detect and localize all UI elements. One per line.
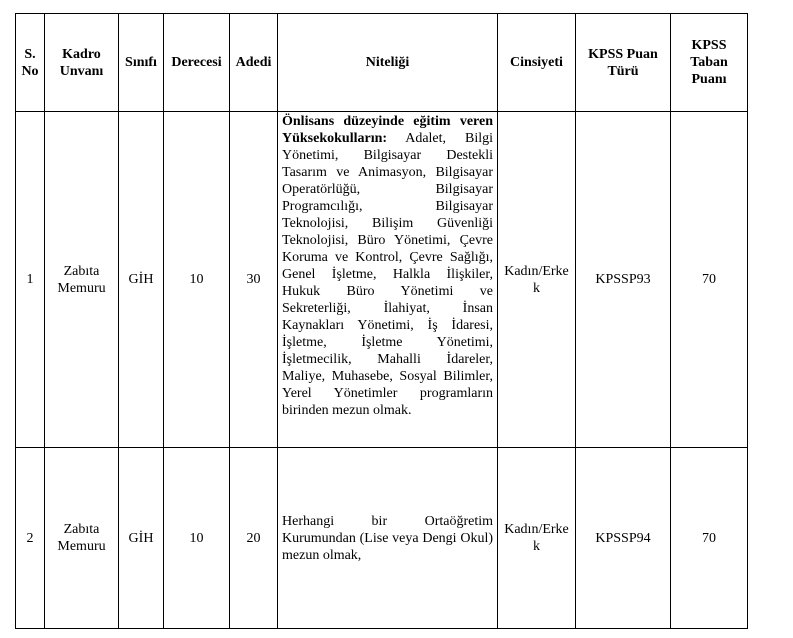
cell-kpss-puan-turu: KPSSP94 — [576, 448, 671, 629]
header-cinsiyeti: Cinsiyeti — [498, 14, 576, 112]
header-adedi: Adedi — [230, 14, 278, 112]
cell-sinifi: GİH — [119, 112, 164, 448]
cell-kadro-unvani: Zabıta Memuru — [45, 448, 119, 629]
cell-adedi: 30 — [230, 112, 278, 448]
cell-adedi: 20 — [230, 448, 278, 629]
cell-kpss-taban-puani: 70 — [671, 112, 748, 448]
cell-sno: 1 — [16, 112, 45, 448]
cell-niteligi: Herhangi bir Ortaöğretim Kurumundan (Lise veya Dengi Okul) mezun olmak, — [278, 448, 498, 629]
header-niteligi: Niteliği — [278, 14, 498, 112]
cell-niteligi — [278, 112, 498, 448]
header-kpss-taban-puani: KPSS Taban Puanı — [671, 14, 748, 112]
cell-kpss-taban-puani: 70 — [671, 448, 748, 629]
table-header-row — [16, 14, 748, 112]
cell-kadro-unvani: Zabıta Memuru — [45, 112, 119, 448]
header-sinifi: Sınıfı — [119, 14, 164, 112]
header-derecesi: Derecesi — [164, 14, 230, 112]
niteligi-bold-lead: Önlisans düzeyinde eğitim veren Yüksekokulların: — [282, 114, 493, 146]
header-sno: S. No — [16, 14, 45, 112]
cell-derecesi: 10 — [164, 448, 230, 629]
cell-sno: 2 — [16, 448, 45, 629]
cell-cinsiyeti: Kadın/Erkek — [498, 448, 576, 629]
niteligi-text: Adalet, Bilgi Yönetimi, Bilgisayar Destekli Tasarım ve Animasyon, Bilgisayar Operatörlüğü, Bilgisayar Programcılığı, Bilgisayar Teknolojisi, Bilişim Güvenliği Teknolojisi, Büro Yönetimi, Çevre Koruma ve Kontrol, Çevre Sağlığı, Genel İşletme, Halkla İlişkiler, Hukuk Büro Yönetimi ve Sekreterliği, İlahiyat, İnsan Kaynakları Yönetimi, İş İdaresi, İşletme, İşletme Yönetimi, İşletmecilik, Mahalli İdareler, Maliye, Muhasebe, Sosyal Bilimler, Yerel Yönetimler programların birinden mezun olmak. — [282, 131, 493, 418]
kadro-table — [15, 13, 748, 629]
header-kadro-unvani: Kadro Unvanı — [45, 14, 119, 112]
table-row — [16, 112, 748, 448]
header-kpss-puan-turu: KPSS Puan Türü — [576, 14, 671, 112]
cell-cinsiyeti: Kadın/Erkek — [498, 112, 576, 448]
cell-kpss-puan-turu: KPSSP93 — [576, 112, 671, 448]
table-row — [16, 448, 748, 629]
cell-sinifi: GİH — [119, 448, 164, 629]
cell-derecesi: 10 — [164, 112, 230, 448]
